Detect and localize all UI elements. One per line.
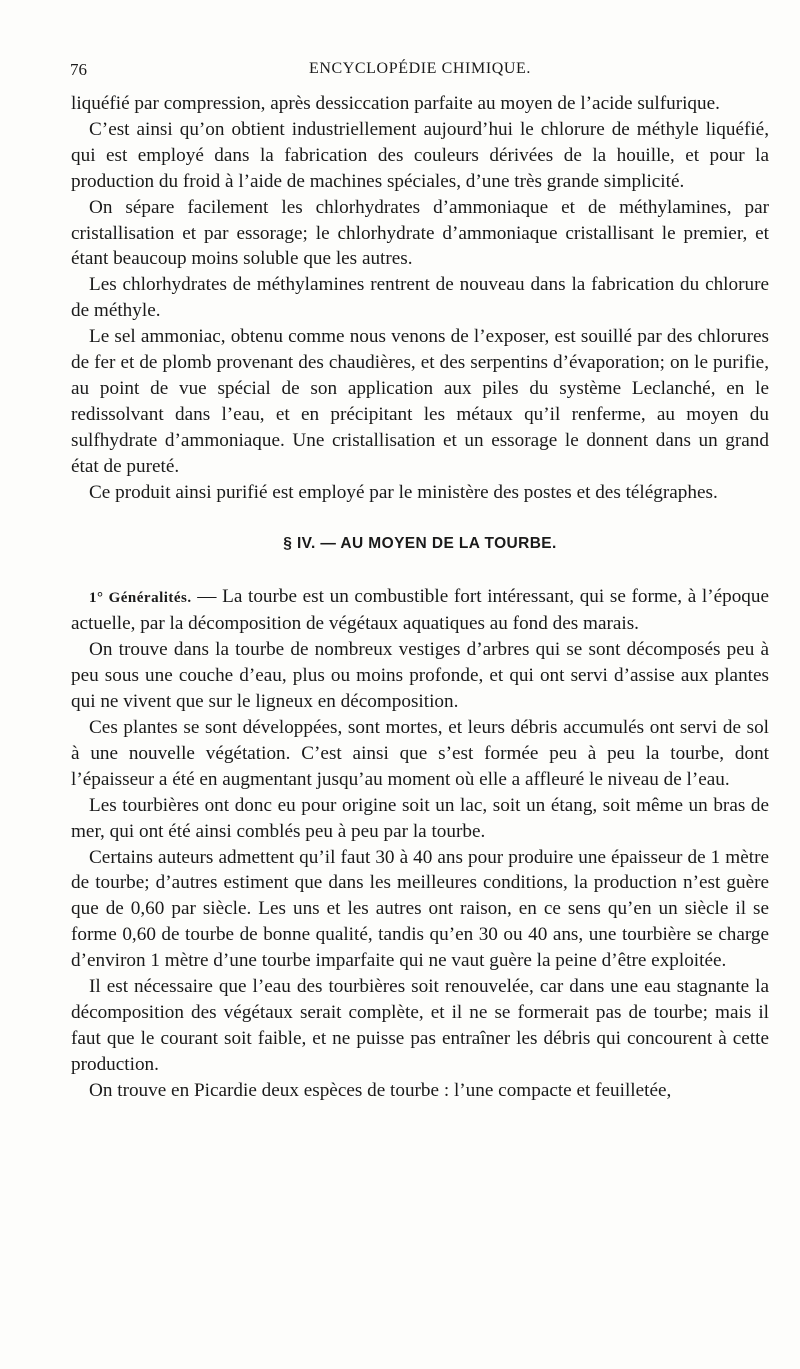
paragraph: Certains auteurs admettent qu’il faut 30 à 40 ans pour produire une épaisseur de 1 mètre de tourbe; d’autres estiment que dans les meilleures conditions, la production n’est guère que de 0,60 par siècle. Les uns et les autres ont raison, en ce sens qu’en un siècle il se forme 0,60 de tourbe de bonne qualité, tandis qu’en 30 ou 40 ans, une tourbière se charge d’environ 1 mètre d’une tourbe imparfaite qui ne vaut guère la peine d’être exploitée. <box>71 846 769 972</box>
paragraph: Le sel ammoniac, obtenu comme nous venons de l’exposer, est souillé par des chlorures de fer et de plomb provenant des chaudières, et des serpentins d’évaporation; on le purifie, au point de vue spécial de son application aux piles du système Leclanché, en le redissolvant dans l’eau, et en précipitant les métaux qu’il renferme, au moyen du sulfhydrate d’ammoniaque. Une cristallisation et un essorage le donnent dans un grand état de pureté. <box>71 326 769 477</box>
subsection-text: — La tourbe est un combustible fort intéressant, qui se forme, à l’époque actuelle, par la décomposition de végétaux aquatiques au fond des marais. <box>71 585 770 635</box>
paragraph: On sépare facilement les chlorhydrates d’ammoniaque et de méthylamines, par cristallisation et par essorage; le chlorhydrate d’ammoniaque cristallisant le premier, et étant beaucoup moins soluble que les autres. <box>71 196 769 270</box>
subsection-label: 1° Généralités. <box>89 589 192 606</box>
paragraph: On trouve en Picardie deux espèces de tourbe : l’une compacte et feuilletée, <box>89 1079 672 1101</box>
body-text <box>71 91 769 1104</box>
paragraph: On trouve dans la tourbe de nombreux vestiges d’arbres qui se sont décomposés peu à peu sous une couche d’eau, plus ou moins profonde, et qui ont servi d’assise aux plantes qui ne vivent que sur le ligneux en décomposition. <box>71 639 769 713</box>
section-heading: § IV. — AU MOYEN DE LA TOURBE. <box>283 534 557 552</box>
paragraph: Ce produit ainsi purifié est employé par le ministère des postes et des télégraphes. <box>89 481 718 503</box>
paragraph: Il est nécessaire que l’eau des tourbières soit renouvelée, car dans une eau stagnante la décomposition des végétaux serait complète, et il ne se formerait pas de tourbe; mais il faut que le courant soit faible, et ne puisse pas entraîner les débris qui concourent à cette production. <box>71 976 769 1075</box>
page-number: 76 <box>70 60 87 79</box>
running-title: ENCYCLOPÉDIE CHIMIQUE. <box>308 60 532 77</box>
paragraph: Ces plantes se sont développées, sont mortes, et leurs débris accumulés ont servi de sol à une nouvelle végétation. C’est ainsi que s’est formée peu à peu la tourbe, dont l’épaisseur a été en augmentant jusqu’au moment où elle a affleuré le niveau de l’eau. <box>71 717 769 790</box>
running-head <box>70 60 770 82</box>
paragraph: Les chlorhydrates de méthylamines rentrent de nouveau dans la fabrication du chlorure de méthyle. <box>71 274 769 322</box>
subsection-paragraph <box>71 584 769 638</box>
paragraph: Les tourbières ont donc eu pour origine soit un lac, soit un étang, soit même un bras de mer, qui ont été ainsi comblés peu à peu par la tourbe. <box>71 794 769 842</box>
paragraph: C’est ainsi qu’on obtient industriellement aujourd’hui le chlorure de méthyle liquéfié, qui est employé dans la fabrication des couleurs dérivées de la houille, et pour la production du froid à l’aide de machines spéciales, d’une très grande simplicité. <box>71 118 769 192</box>
paragraph: liquéfié par compression, après dessiccation parfaite au moyen de l’acide sulfurique. <box>71 93 720 114</box>
